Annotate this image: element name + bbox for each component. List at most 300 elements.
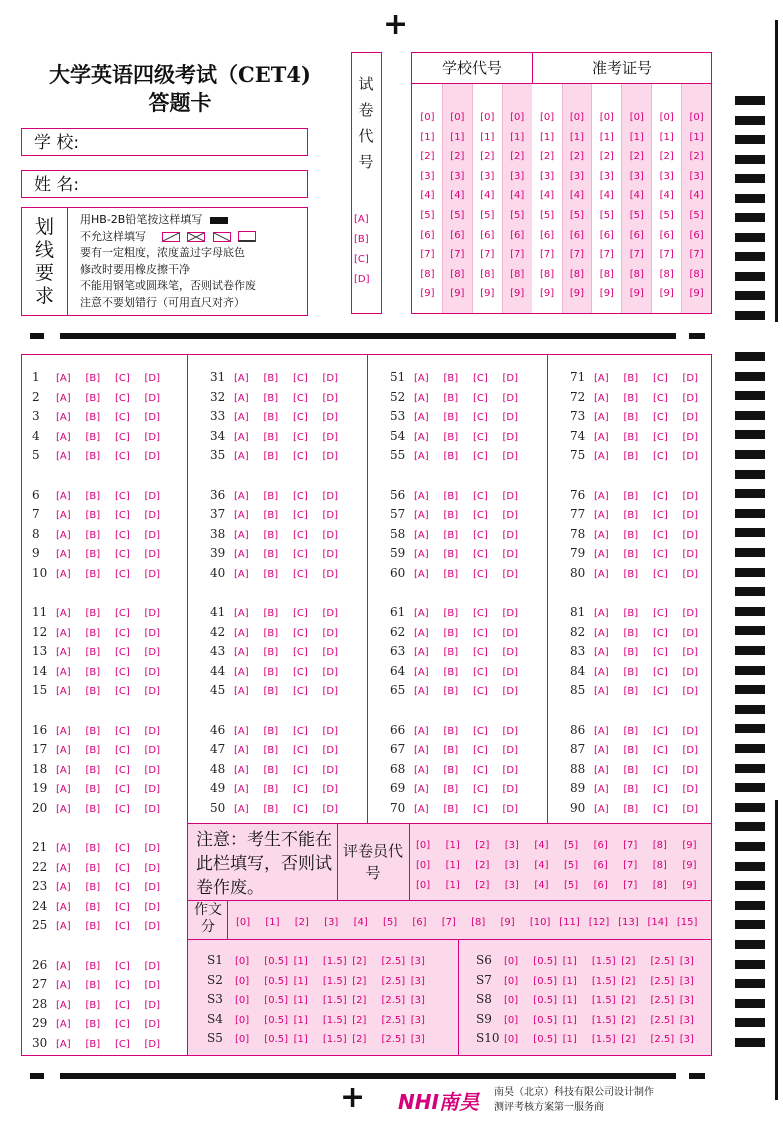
answer-bubble[interactable]: [A] (234, 725, 249, 737)
answer-bubble[interactable]: [C] (293, 373, 308, 384)
answer-bubble[interactable]: [D] (322, 549, 339, 560)
answer-bubble[interactable]: [B] (85, 490, 101, 502)
answer-bubble[interactable]: [D] (144, 803, 161, 815)
essay-score-bubble[interactable]: [10] (529, 917, 551, 928)
id-digit-bubble[interactable]: [6] (450, 229, 465, 241)
id-digit-bubble[interactable]: [8] (450, 268, 465, 280)
answer-bubble[interactable]: [A] (414, 529, 429, 541)
id-digit-bubble[interactable]: [9] (450, 288, 465, 300)
answer-bubble[interactable]: [B] (85, 725, 101, 737)
id-digit-bubble[interactable]: [0] (629, 112, 644, 123)
subscore-bubble[interactable]: [0.5] (264, 1034, 289, 1046)
answer-bubble[interactable]: [A] (414, 451, 429, 462)
answer-bubble[interactable]: [B] (85, 784, 101, 795)
answer-bubble[interactable]: [D] (682, 803, 699, 815)
answer-bubble[interactable]: [A] (56, 1019, 71, 1030)
paper-code-option-b[interactable]: [B] (354, 234, 369, 245)
answer-bubble[interactable]: [B] (443, 549, 459, 560)
id-digit-bubble[interactable]: [2] (420, 151, 435, 163)
id-digit-bubble[interactable]: [4] (629, 190, 644, 202)
answer-bubble[interactable]: [B] (623, 451, 639, 462)
answer-bubble[interactable]: [B] (623, 745, 639, 756)
subscore-bubble[interactable]: [1.5] (322, 1014, 347, 1026)
id-digit-bubble[interactable]: [1] (629, 131, 644, 143)
answer-bubble[interactable]: [A] (414, 549, 429, 560)
grader-digit-bubble[interactable]: [0] (416, 859, 431, 871)
answer-bubble[interactable]: [C] (653, 784, 668, 795)
answer-bubble[interactable]: [D] (322, 490, 339, 502)
grader-digit-bubble[interactable]: [4] (534, 879, 549, 891)
answer-bubble[interactable]: [C] (115, 901, 130, 913)
answer-bubble[interactable]: [B] (263, 745, 279, 756)
answer-bubble[interactable]: [C] (473, 568, 488, 580)
answer-bubble[interactable]: [B] (443, 803, 459, 815)
answer-bubble[interactable]: [A] (56, 980, 71, 991)
grader-digit-bubble[interactable]: [8] (652, 879, 667, 891)
answer-bubble[interactable]: [B] (85, 960, 101, 972)
answer-bubble[interactable]: [C] (293, 627, 308, 639)
answer-bubble[interactable]: [B] (263, 666, 279, 678)
answer-bubble[interactable]: [A] (234, 412, 249, 423)
essay-score-bubble[interactable]: [4] (353, 917, 368, 928)
answer-bubble[interactable]: [A] (56, 431, 71, 443)
answer-bubble[interactable]: [B] (85, 921, 101, 932)
answer-bubble[interactable]: [B] (263, 568, 279, 580)
grader-digit-bubble[interactable]: [3] (504, 859, 519, 871)
paper-code-option-d[interactable]: [D] (354, 274, 370, 285)
answer-bubble[interactable]: [C] (293, 764, 308, 776)
answer-bubble[interactable]: [A] (594, 392, 609, 404)
subscore-bubble[interactable]: [0] (235, 1014, 250, 1026)
id-digit-bubble[interactable]: [2] (689, 151, 704, 163)
grader-digit-bubble[interactable]: [0] (416, 840, 431, 851)
answer-bubble[interactable]: [C] (293, 568, 308, 580)
id-digit-bubble[interactable]: [4] (689, 190, 704, 202)
answer-bubble[interactable]: [D] (144, 980, 161, 991)
subscore-bubble[interactable]: [0.5] (533, 956, 558, 967)
answer-bubble[interactable]: [D] (144, 627, 161, 639)
grader-digit-bubble[interactable]: [2] (475, 840, 490, 851)
answer-bubble[interactable]: [A] (234, 568, 249, 580)
answer-bubble[interactable]: [B] (85, 529, 101, 541)
subscore-bubble[interactable]: [1] (293, 975, 308, 987)
subscore-bubble[interactable]: [0] (235, 975, 250, 987)
answer-bubble[interactable]: [C] (473, 686, 488, 697)
answer-bubble[interactable]: [D] (144, 647, 161, 658)
answer-bubble[interactable]: [D] (322, 510, 339, 521)
answer-bubble[interactable]: [A] (414, 431, 429, 443)
subscore-bubble[interactable]: [0] (504, 1014, 519, 1026)
grader-digit-bubble[interactable]: [6] (593, 859, 608, 871)
answer-bubble[interactable]: [A] (594, 666, 609, 678)
id-digit-bubble[interactable]: [5] (569, 210, 585, 221)
grader-digit-bubble[interactable]: [1] (445, 840, 460, 851)
id-digit-bubble[interactable]: [1] (510, 131, 525, 143)
answer-bubble[interactable]: [D] (502, 510, 519, 521)
subscore-bubble[interactable]: [0] (504, 956, 519, 967)
answer-bubble[interactable]: [D] (144, 451, 161, 462)
subscore-bubble[interactable]: [1.5] (322, 975, 347, 987)
answer-bubble[interactable]: [C] (653, 647, 668, 658)
answer-bubble[interactable]: [D] (144, 1019, 161, 1030)
grader-digit-bubble[interactable]: [4] (534, 859, 549, 871)
answer-bubble[interactable]: [C] (115, 843, 130, 854)
id-digit-bubble[interactable]: [4] (480, 190, 495, 202)
grader-digit-bubble[interactable]: [1] (445, 859, 460, 871)
answer-bubble[interactable]: [C] (293, 431, 308, 443)
answer-bubble[interactable]: [C] (115, 882, 130, 893)
id-digit-bubble[interactable]: [5] (629, 210, 644, 221)
answer-bubble[interactable]: [B] (85, 999, 101, 1011)
answer-bubble[interactable]: [D] (502, 647, 519, 658)
answer-bubble[interactable]: [C] (293, 412, 308, 423)
answer-bubble[interactable]: [D] (502, 529, 519, 541)
answer-bubble[interactable]: [A] (234, 647, 249, 658)
answer-bubble[interactable]: [C] (653, 725, 668, 737)
answer-bubble[interactable]: [C] (115, 1019, 130, 1030)
answer-bubble[interactable]: [A] (56, 803, 71, 815)
answer-bubble[interactable]: [B] (443, 627, 459, 639)
id-digit-bubble[interactable]: [9] (629, 288, 644, 300)
id-digit-bubble[interactable]: [1] (569, 131, 585, 143)
answer-bubble[interactable]: [B] (263, 686, 279, 697)
answer-bubble[interactable]: [D] (144, 725, 161, 737)
answer-bubble[interactable]: [B] (85, 803, 101, 815)
answer-bubble[interactable]: [B] (623, 725, 639, 737)
answer-bubble[interactable]: [A] (56, 510, 71, 521)
answer-bubble[interactable]: [D] (322, 451, 339, 462)
answer-bubble[interactable]: [A] (594, 412, 609, 423)
answer-bubble[interactable]: [A] (594, 373, 609, 384)
answer-bubble[interactable]: [C] (473, 764, 488, 776)
answer-bubble[interactable]: [B] (623, 608, 639, 619)
answer-bubble[interactable]: [A] (56, 901, 71, 913)
id-digit-bubble[interactable]: [9] (659, 288, 674, 300)
id-digit-bubble[interactable]: [6] (540, 229, 555, 241)
subscore-bubble[interactable]: [2] (621, 956, 636, 967)
answer-bubble[interactable]: [B] (263, 784, 279, 795)
answer-bubble[interactable]: [C] (653, 529, 668, 541)
answer-bubble[interactable]: [B] (623, 392, 639, 404)
id-digit-bubble[interactable]: [1] (540, 131, 555, 143)
answer-bubble[interactable]: [D] (322, 725, 339, 737)
subscore-bubble[interactable]: [3] (410, 995, 425, 1007)
id-digit-bubble[interactable]: [7] (629, 249, 644, 261)
answer-bubble[interactable]: [A] (414, 373, 429, 384)
subscore-bubble[interactable]: [0.5] (264, 995, 289, 1007)
answer-bubble[interactable]: [D] (502, 627, 519, 639)
essay-score-bubble[interactable]: [2] (294, 917, 309, 928)
answer-bubble[interactable]: [C] (293, 549, 308, 560)
answer-bubble[interactable]: [C] (653, 412, 668, 423)
subscore-bubble[interactable]: [2] (621, 995, 636, 1007)
id-digit-bubble[interactable]: [2] (569, 151, 585, 163)
answer-bubble[interactable]: [C] (473, 510, 488, 521)
id-digit-bubble[interactable]: [7] (689, 249, 704, 261)
id-digit-bubble[interactable]: [8] (599, 268, 614, 280)
paper-code-option-c[interactable]: [C] (354, 254, 369, 265)
answer-bubble[interactable]: [A] (414, 686, 429, 697)
answer-bubble[interactable]: [A] (594, 725, 609, 737)
answer-bubble[interactable]: [B] (263, 412, 279, 423)
answer-bubble[interactable]: [D] (144, 431, 161, 443)
answer-bubble[interactable]: [A] (56, 392, 71, 404)
answer-bubble[interactable]: [B] (85, 549, 101, 560)
id-digit-bubble[interactable]: [3] (540, 170, 555, 182)
answer-bubble[interactable]: [C] (115, 686, 130, 697)
answer-bubble[interactable]: [A] (56, 784, 71, 795)
answer-bubble[interactable]: [C] (473, 373, 488, 384)
answer-bubble[interactable]: [B] (443, 666, 459, 678)
answer-bubble[interactable]: [C] (115, 529, 130, 541)
answer-bubble[interactable]: [C] (473, 412, 488, 423)
answer-bubble[interactable]: [A] (56, 549, 71, 560)
answer-bubble[interactable]: [B] (443, 529, 459, 541)
answer-bubble[interactable]: [B] (443, 412, 459, 423)
answer-bubble[interactable]: [C] (653, 392, 668, 404)
subscore-bubble[interactable]: [1] (562, 1014, 577, 1026)
answer-bubble[interactable]: [D] (144, 901, 161, 913)
subscore-bubble[interactable]: [1.5] (322, 995, 347, 1007)
answer-bubble[interactable]: [D] (322, 803, 339, 815)
id-digit-bubble[interactable]: [8] (569, 268, 585, 280)
answer-bubble[interactable]: [B] (263, 803, 279, 815)
answer-bubble[interactable]: [A] (56, 882, 71, 893)
answer-bubble[interactable]: [B] (623, 627, 639, 639)
subscore-bubble[interactable]: [0.5] (533, 995, 558, 1007)
answer-bubble[interactable]: [B] (85, 568, 101, 580)
subscore-bubble[interactable]: [2] (352, 1014, 367, 1026)
answer-bubble[interactable]: [A] (56, 412, 71, 423)
subscore-bubble[interactable]: [2.5] (650, 956, 675, 967)
id-digit-bubble[interactable]: [1] (659, 131, 674, 143)
answer-bubble[interactable]: [A] (414, 510, 429, 521)
subscore-bubble[interactable]: [0.5] (264, 975, 289, 987)
grader-digit-bubble[interactable]: [5] (563, 879, 579, 891)
id-digit-bubble[interactable]: [8] (689, 268, 704, 280)
subscore-bubble[interactable]: [0.5] (264, 956, 289, 967)
subscore-bubble[interactable]: [3] (679, 1014, 694, 1026)
answer-bubble[interactable]: [D] (322, 373, 339, 384)
id-digit-bubble[interactable]: [3] (569, 170, 585, 182)
answer-bubble[interactable]: [C] (473, 725, 488, 737)
answer-bubble[interactable]: [B] (85, 764, 101, 776)
answer-bubble[interactable]: [C] (293, 745, 308, 756)
id-digit-bubble[interactable]: [3] (689, 170, 704, 182)
answer-bubble[interactable]: [A] (56, 666, 71, 678)
answer-bubble[interactable]: [B] (443, 451, 459, 462)
subscore-bubble[interactable]: [3] (410, 1034, 425, 1046)
id-digit-bubble[interactable]: [2] (540, 151, 555, 163)
answer-bubble[interactable]: [A] (56, 647, 71, 658)
answer-bubble[interactable]: [D] (144, 882, 161, 893)
subscore-bubble[interactable]: [1.5] (591, 1014, 616, 1026)
subscore-bubble[interactable]: [2] (621, 1014, 636, 1026)
answer-bubble[interactable]: [A] (56, 686, 71, 697)
answer-bubble[interactable]: [C] (293, 725, 308, 737)
answer-bubble[interactable]: [C] (473, 666, 488, 678)
id-digit-bubble[interactable]: [1] (420, 131, 435, 143)
subscore-bubble[interactable]: [2.5] (650, 1014, 675, 1026)
answer-bubble[interactable]: [D] (502, 549, 519, 560)
answer-bubble[interactable]: [C] (473, 529, 488, 541)
answer-bubble[interactable]: [B] (85, 1038, 101, 1050)
answer-bubble[interactable]: [D] (144, 921, 161, 932)
answer-bubble[interactable]: [D] (144, 745, 161, 756)
id-digit-bubble[interactable]: [3] (629, 170, 644, 182)
answer-bubble[interactable]: [A] (56, 862, 71, 874)
answer-bubble[interactable]: [C] (473, 627, 488, 639)
answer-bubble[interactable]: [D] (144, 373, 161, 384)
answer-bubble[interactable]: [D] (502, 451, 519, 462)
answer-bubble[interactable]: [C] (653, 745, 668, 756)
answer-bubble[interactable]: [C] (115, 725, 130, 737)
answer-bubble[interactable]: [D] (502, 764, 519, 776)
answer-bubble[interactable]: [D] (682, 608, 699, 619)
subscore-bubble[interactable]: [2.5] (650, 995, 675, 1007)
answer-bubble[interactable]: [D] (682, 647, 699, 658)
answer-bubble[interactable]: [A] (234, 764, 249, 776)
answer-bubble[interactable]: [D] (682, 529, 699, 541)
id-digit-bubble[interactable]: [1] (480, 131, 495, 143)
answer-bubble[interactable]: [B] (263, 392, 279, 404)
answer-bubble[interactable]: [D] (502, 373, 519, 384)
answer-bubble[interactable]: [D] (682, 784, 699, 795)
essay-score-bubble[interactable]: [14] (647, 917, 668, 928)
answer-bubble[interactable]: [C] (115, 373, 130, 384)
answer-bubble[interactable]: [B] (623, 764, 639, 776)
answer-bubble[interactable]: [D] (322, 529, 339, 541)
id-digit-bubble[interactable]: [5] (420, 210, 435, 221)
essay-score-bubble[interactable]: [13] (618, 917, 639, 928)
essay-score-bubble[interactable]: [7] (441, 917, 456, 928)
answer-bubble[interactable]: [A] (234, 784, 249, 795)
grader-digit-bubble[interactable]: [4] (534, 840, 549, 851)
subscore-bubble[interactable]: [1] (293, 1014, 308, 1026)
answer-bubble[interactable]: [B] (85, 451, 101, 462)
answer-bubble[interactable]: [A] (594, 686, 609, 697)
answer-bubble[interactable]: [D] (682, 549, 699, 560)
answer-bubble[interactable]: [A] (56, 1038, 71, 1050)
answer-bubble[interactable]: [D] (322, 647, 339, 658)
answer-bubble[interactable]: [B] (443, 784, 459, 795)
answer-bubble[interactable]: [C] (115, 549, 130, 560)
answer-bubble[interactable]: [B] (85, 843, 101, 854)
id-digit-bubble[interactable]: [3] (659, 170, 674, 182)
subscore-bubble[interactable]: [0] (235, 995, 250, 1007)
answer-bubble[interactable]: [B] (263, 647, 279, 658)
answer-bubble[interactable]: [A] (234, 608, 249, 619)
answer-bubble[interactable]: [B] (443, 764, 459, 776)
answer-bubble[interactable]: [B] (623, 784, 639, 795)
answer-bubble[interactable]: [C] (653, 608, 668, 619)
answer-bubble[interactable]: [D] (144, 1038, 161, 1050)
id-digit-bubble[interactable]: [2] (480, 151, 495, 163)
answer-bubble[interactable]: [B] (443, 725, 459, 737)
id-digit-bubble[interactable]: [8] (659, 268, 674, 280)
answer-bubble[interactable]: [D] (322, 745, 339, 756)
answer-bubble[interactable]: [D] (144, 608, 161, 619)
answer-bubble[interactable]: [C] (653, 431, 668, 443)
grader-digit-bubble[interactable]: [6] (593, 879, 608, 891)
id-digit-bubble[interactable]: [0] (599, 112, 614, 123)
answer-bubble[interactable]: [B] (263, 373, 279, 384)
id-digit-bubble[interactable]: [6] (510, 229, 525, 241)
id-digit-bubble[interactable]: [4] (540, 190, 555, 202)
subscore-bubble[interactable]: [3] (679, 956, 694, 967)
essay-score-bubble[interactable]: [8] (471, 917, 486, 928)
id-digit-bubble[interactable]: [3] (420, 170, 435, 182)
subscore-bubble[interactable]: [1.5] (591, 956, 616, 967)
answer-bubble[interactable]: [B] (263, 451, 279, 462)
id-digit-bubble[interactable]: [9] (689, 288, 704, 300)
answer-bubble[interactable]: [C] (293, 803, 308, 815)
answer-bubble[interactable]: [D] (144, 999, 161, 1011)
answer-bubble[interactable]: [D] (322, 784, 339, 795)
id-digit-bubble[interactable]: [6] (659, 229, 674, 241)
answer-bubble[interactable]: [A] (594, 451, 609, 462)
answer-bubble[interactable]: [A] (414, 568, 429, 580)
answer-bubble[interactable]: [A] (56, 764, 71, 776)
answer-bubble[interactable]: [B] (263, 490, 279, 502)
answer-bubble[interactable]: [A] (56, 843, 71, 854)
answer-bubble[interactable]: [A] (414, 647, 429, 658)
answer-bubble[interactable]: [C] (115, 1038, 130, 1050)
id-digit-bubble[interactable]: [4] (569, 190, 585, 202)
id-digit-bubble[interactable]: [8] (420, 268, 435, 280)
answer-bubble[interactable]: [D] (682, 490, 699, 502)
id-digit-bubble[interactable]: [3] (480, 170, 495, 182)
answer-bubble[interactable]: [A] (594, 745, 609, 756)
answer-bubble[interactable]: [D] (502, 568, 519, 580)
answer-bubble[interactable]: [D] (682, 392, 699, 404)
grader-digit-bubble[interactable]: [2] (475, 879, 490, 891)
answer-bubble[interactable]: [A] (56, 999, 71, 1011)
answer-bubble[interactable]: [B] (85, 373, 101, 384)
answer-bubble[interactable]: [D] (502, 666, 519, 678)
answer-bubble[interactable]: [B] (263, 510, 279, 521)
answer-bubble[interactable]: [B] (85, 882, 101, 893)
answer-bubble[interactable]: [A] (56, 608, 71, 619)
subscore-bubble[interactable]: [0.5] (533, 1014, 558, 1026)
answer-bubble[interactable]: [C] (115, 412, 130, 423)
subscore-bubble[interactable]: [2.5] (381, 1034, 406, 1046)
answer-bubble[interactable]: [C] (473, 451, 488, 462)
answer-bubble[interactable]: [D] (502, 431, 519, 443)
subscore-bubble[interactable]: [0] (235, 1034, 250, 1046)
answer-bubble[interactable]: [B] (623, 647, 639, 658)
subscore-bubble[interactable]: [3] (679, 1034, 694, 1046)
answer-bubble[interactable]: [A] (56, 451, 71, 462)
answer-bubble[interactable]: [B] (623, 490, 639, 502)
id-digit-bubble[interactable]: [8] (629, 268, 644, 280)
answer-bubble[interactable]: [D] (502, 490, 519, 502)
answer-bubble[interactable]: [D] (682, 725, 699, 737)
subscore-bubble[interactable]: [2] (352, 995, 367, 1007)
answer-bubble[interactable]: [D] (322, 608, 339, 619)
answer-bubble[interactable]: [B] (85, 431, 101, 443)
answer-bubble[interactable]: [D] (144, 764, 161, 776)
answer-bubble[interactable]: [D] (144, 490, 161, 502)
answer-bubble[interactable]: [B] (623, 803, 639, 815)
answer-bubble[interactable]: [A] (414, 627, 429, 639)
answer-bubble[interactable]: [D] (144, 392, 161, 404)
answer-bubble[interactable]: [B] (263, 431, 279, 443)
answer-bubble[interactable]: [A] (594, 490, 609, 502)
subscore-bubble[interactable]: [1.5] (322, 1034, 347, 1046)
answer-bubble[interactable]: [A] (414, 392, 429, 404)
subscore-bubble[interactable]: [3] (410, 1014, 425, 1026)
